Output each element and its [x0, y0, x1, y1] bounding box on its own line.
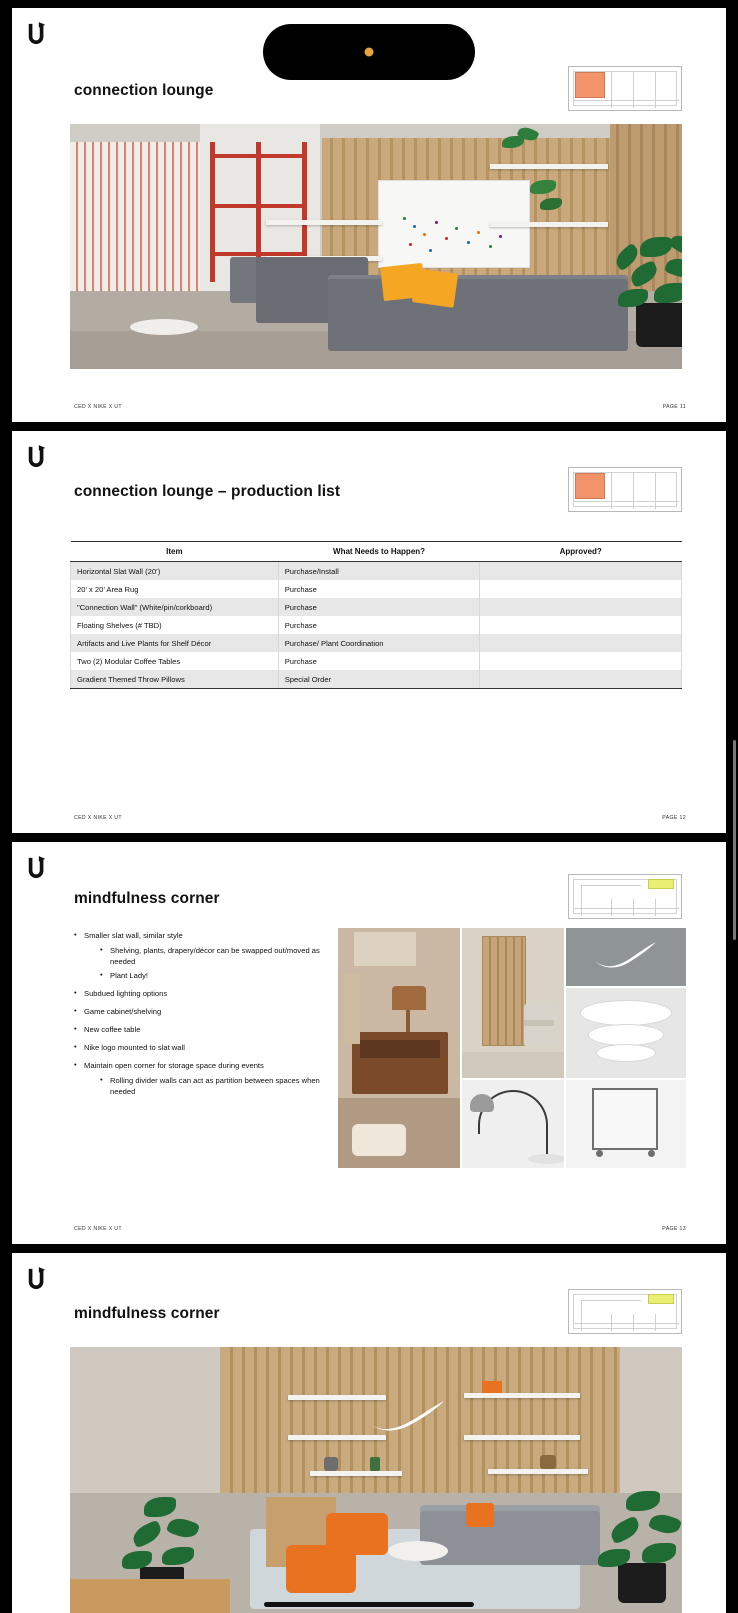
table-row — [71, 652, 682, 670]
camera-notch — [263, 24, 475, 80]
bullet-text: Game cabinet/shelving — [84, 1007, 162, 1016]
column-header-item: Item — [71, 542, 279, 562]
cell-item: 20’ x 20’ Area Rug — [71, 580, 279, 598]
sub-bullet-item — [84, 970, 322, 981]
bullet-text: Maintain open corner for storage space during events — [84, 1061, 264, 1070]
page-title: connection lounge – production list — [74, 483, 341, 500]
moodboard — [338, 928, 686, 1168]
mindfulness-bullet-list — [72, 930, 322, 1104]
table-row — [71, 580, 682, 598]
sub-bullet-item — [84, 945, 322, 967]
cell-approved — [480, 634, 682, 652]
page-scrollbar[interactable] — [733, 740, 736, 940]
bullet-text: New coffee table — [84, 1025, 141, 1034]
page-number: PAGE 13 — [662, 1226, 686, 1232]
cell-approved — [480, 562, 682, 581]
camera-dot-icon — [365, 48, 374, 57]
nike-swoosh-on-slat-wall-photo — [566, 928, 686, 986]
rattan-cabinet-photo — [462, 928, 564, 1078]
table-row — [71, 634, 682, 652]
slide-connection-lounge-production-list[interactable] — [12, 431, 726, 833]
table-row — [71, 616, 682, 634]
cell-item: Two (2) Modular Coffee Tables — [71, 652, 279, 670]
cell-item: Gradient Themed Throw Pillows — [71, 670, 279, 689]
bullet-item — [72, 1060, 322, 1097]
slide-mindfulness-corner-moodboard[interactable] — [12, 842, 726, 1244]
page-number: PAGE 12 — [662, 815, 686, 821]
cell-action: Purchase — [278, 652, 480, 670]
arc-floor-lamp-photo — [462, 1080, 564, 1168]
table-row — [71, 562, 682, 581]
page-title: mindfulness corner — [74, 1305, 220, 1322]
cell-item: Horizontal Slat Wall (20’) — [71, 562, 279, 581]
cell-approved — [480, 616, 682, 634]
mindfulness-corner-render-image — [70, 1347, 682, 1613]
bullet-text: Subdued lighting options — [84, 989, 168, 998]
nike-swoosh-logo-icon — [26, 1267, 48, 1291]
cell-item: Artifacts and Live Plants for Shelf Décor — [71, 634, 279, 652]
bullet-text: Smaller slat wall, similar style — [84, 931, 183, 940]
footer-credit: CED X NIKE X UT — [74, 1226, 122, 1232]
production-list-table — [70, 541, 682, 689]
sub-bullet-item — [84, 1075, 322, 1097]
bullet-item — [72, 1024, 322, 1035]
cell-action: Purchase/ Plant Coordination — [278, 634, 480, 652]
cell-approved — [480, 598, 682, 616]
cell-approved — [480, 652, 682, 670]
slide-connection-lounge-render[interactable] — [12, 8, 726, 422]
cell-action: Purchase — [278, 580, 480, 598]
table-row — [71, 598, 682, 616]
footer-credit: CED X NIKE X UT — [74, 815, 122, 821]
cell-action: Purchase — [278, 598, 480, 616]
floorplan-thumbnail — [568, 1289, 682, 1334]
sub-bullet-text: Shelving, plants, drapery/décor can be swapped out/moved as needed — [110, 946, 320, 966]
nike-swoosh-logo-icon — [26, 445, 48, 469]
bullet-item — [72, 988, 322, 999]
page-number: PAGE 11 — [662, 404, 686, 410]
table-row — [71, 670, 682, 689]
sub-bullet-text: Plant Lady! — [110, 971, 148, 980]
floorplan-thumbnail — [568, 874, 682, 919]
nike-swoosh-logo-icon — [26, 22, 48, 46]
column-header-approved: Approved? — [480, 542, 682, 562]
nike-swoosh-logo-icon — [26, 856, 48, 880]
rolling-divider-wall-photo — [566, 1080, 686, 1168]
round-coffee-table-photo — [566, 988, 686, 1078]
cell-item: Floating Shelves (# TBD) — [71, 616, 279, 634]
cell-action: Special Order — [278, 670, 480, 689]
page-title: mindfulness corner — [74, 890, 220, 907]
page-title: connection lounge — [74, 82, 214, 99]
connection-lounge-render-image — [70, 124, 682, 369]
cell-approved — [480, 670, 682, 689]
floorplan-thumbnail — [568, 467, 682, 512]
bullet-item — [72, 1042, 322, 1053]
bullet-text: Nike logo mounted to slat wall — [84, 1043, 185, 1052]
floorplan-thumbnail — [568, 66, 682, 111]
swoosh-icon — [368, 1401, 446, 1431]
table-header-row — [71, 542, 682, 562]
cell-item: "Connection Wall" (White/pin/corkboard) — [71, 598, 279, 616]
vintage-credenza-photo — [338, 928, 460, 1168]
bullet-item — [72, 930, 322, 981]
sub-bullet-text: Rolling divider walls can act as partition between spaces when needed — [110, 1076, 320, 1096]
bullet-item — [72, 1006, 322, 1017]
swoosh-icon — [594, 942, 658, 968]
cell-action: Purchase/Install — [278, 562, 480, 581]
home-indicator[interactable] — [264, 1602, 474, 1607]
column-header-action: What Needs to Happen? — [278, 542, 480, 562]
slide-mindfulness-corner-render[interactable] — [12, 1253, 726, 1613]
cell-action: Purchase — [278, 616, 480, 634]
footer-credit: CED X NIKE X UT — [74, 404, 122, 410]
cell-approved — [480, 580, 682, 598]
